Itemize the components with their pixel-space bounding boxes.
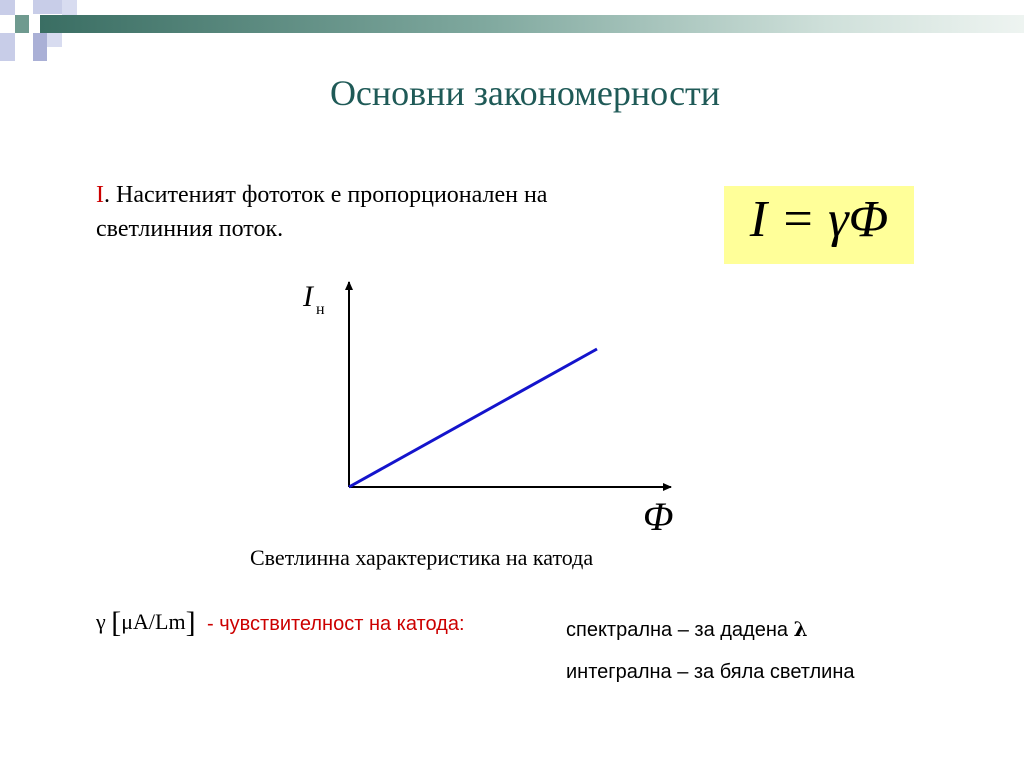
slide-title: Основни закономерности [329,73,721,113]
spectral-text: спектрална – за дадена [566,619,794,641]
statement-number: I [96,182,104,208]
sensitivity-type-spectral [566,617,808,642]
unit-bracket-close: ] [185,606,196,639]
statement-body: . Наситеният фототок е пропорционален на светлинния поток. [96,182,548,242]
sensitivity-unit [96,606,196,640]
x-axis-label: Φ [643,494,674,539]
lambda-symbol: λ [793,617,808,641]
y-axis-label: I [303,280,313,313]
series-line [349,349,597,487]
sensitivity-type-integral: интегрална – за бяла светлина [566,661,855,683]
unit-bracket-open: [ [111,606,122,639]
sensitivity-label: - чувствителност на катода: [207,613,465,635]
gamma-symbol: γ [96,609,106,634]
formula: I = γΦ [749,191,889,248]
unit-text: μA/Lm [121,609,186,634]
y-axis-label-subscript: н [316,301,325,318]
chart-caption: Светлинна характеристика на катода [250,545,594,570]
